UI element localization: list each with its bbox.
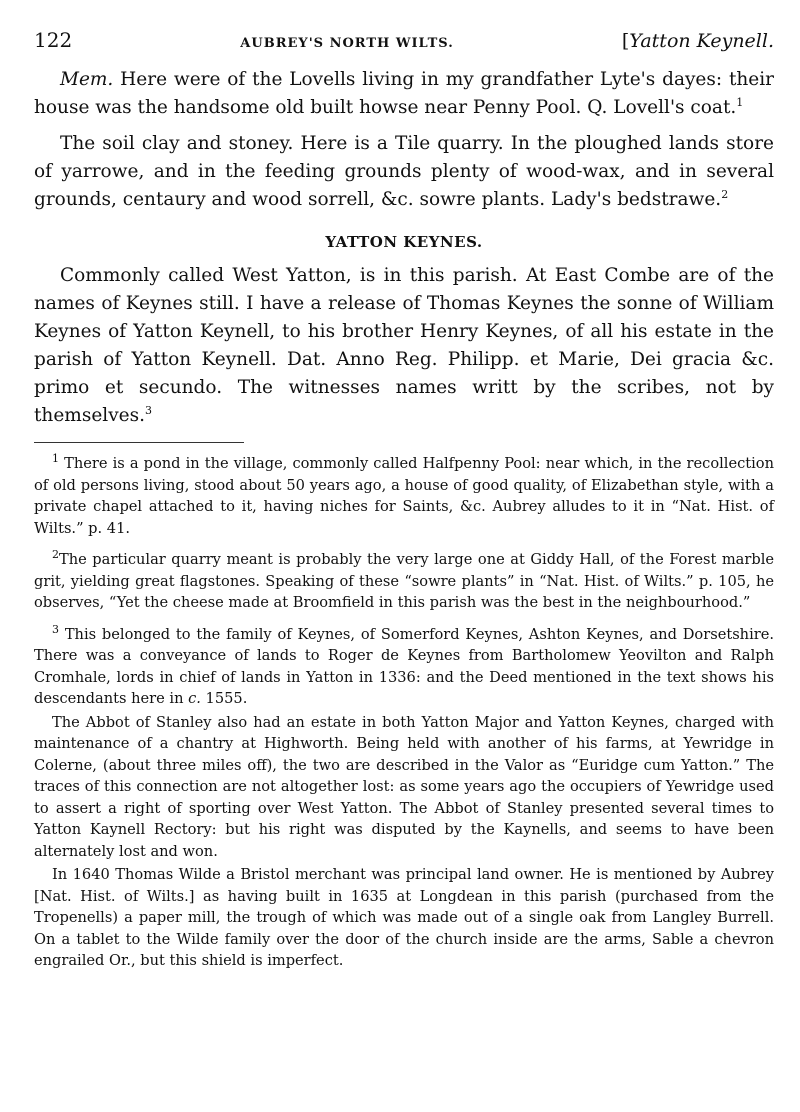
footnote-divider xyxy=(34,442,244,443)
footnote-1 xyxy=(34,453,774,539)
paragraph-text: The soil clay and stoney. Here is a Tile quarry. In the ploughed lands store of yarrowe, and in the feeding grounds plenty of wood-wax, and in several grounds, centaury and wood sorrell, &c. sowre plants. Lady's bedstrawe. xyxy=(34,133,774,210)
paragraph-text: Commonly called West Yatton, is in this parish. At East Combe are of the names of Keynes still. I have a release of Thomas Keynes the sonne of William Keynes of Yatton Keynell, to his brother Henry Keynes, of all his estate in the parish of Yatton Keynell. Dat. Anno Reg. Philipp. et Marie, Dei gracia &c. primo et secundo. The witnesses names writt by the scribes, not by themselves. xyxy=(34,265,774,426)
paragraph-soil xyxy=(34,130,774,214)
section-heading: YATTON KEYNES. xyxy=(325,233,483,251)
footnote-mark: 3 xyxy=(52,622,59,636)
memorandum-lead: Mem. xyxy=(60,69,114,90)
footnote-3-paragraph-3: In 1640 Thomas Wilde a Bristol merchant was principal land owner. He is mentioned by Aubrey [Nat. Hist. of Wilts.] as having built in 1635 at Longdean in this parish (purchased from the Tropenells) a paper mill, the trough of which was made out of a single oak from Langley Burrell. On a tablet to the Wilde family over the door of the church inside are the arms, Sable a chevron engrailed Or., but this shield is imperfect. xyxy=(34,866,774,969)
footnote-mark: 2 xyxy=(52,548,59,562)
section-bracket: [ xyxy=(621,30,630,52)
footnote-text: The particular quarry meant is probably the very large one at Giddy Hall, of the Forest marble grit, yielding great flagstones. Speaking of these “sowre plants” in “Nat. Hist. of Wilts.” p. 105, he observes, “Yet the cheese made at Broomfield in this parish was the best in the neighbourhood.” xyxy=(34,551,774,611)
section-title: Yatton Keynell. xyxy=(629,30,774,52)
main-text xyxy=(34,66,774,430)
running-header xyxy=(34,28,774,64)
footnote-text-tail: 1555. xyxy=(200,690,248,707)
footnote-ref: 1 xyxy=(736,95,744,109)
footnote-mark: 1 xyxy=(52,452,59,466)
page-number: 122 xyxy=(34,28,73,52)
footnote-italic: c. xyxy=(188,690,201,707)
footnote-2 xyxy=(34,549,774,614)
paragraph-text: Here were of the Lovells living in my grandfather Lyte's dayes: their house was the handsome old built howse near Penny Pool. Q. Lovell's coat. xyxy=(34,69,774,118)
footnote-3 xyxy=(34,624,774,710)
footnotes xyxy=(34,453,774,972)
footnote-ref: 2 xyxy=(721,187,729,201)
footnote-text: This belonged to the family of Keynes, of Somerford Keynes, Ashton Keynes, and Dorsetshire. There was a conveyance of lands to Roger de Keynes from Bartholomew Yeovilton and Ralph Cromhale, lords in chief of lands in Yatton in 1336: and the Deed mentioned in the text shows his descendants here in xyxy=(34,625,774,707)
paragraph-memorandum xyxy=(34,66,774,122)
footnote-3-paragraph-2: The Abbot of Stanley also had an estate in both Yatton Major and Yatton Keynes, charged with maintenance of a chantry at Highworth. Being held with another of his farms, at Yewridge in Colerne, (about three miles off), the two are described in the Valor as “Euridge cum Yatton.” The traces of this connection are not altogether lost: as some years ago the occupiers of Yewridge used to assert a right of sporting over West Yatton. The Abbot of Stanley presented several times to Yatton Kaynell Rectory: but his right was disputed by the Kaynells, and seems to have been alternately lost and won. xyxy=(34,713,774,860)
footnote-ref: 3 xyxy=(144,403,152,417)
section-reference xyxy=(622,30,774,52)
paragraph-yatton-keynes xyxy=(34,262,774,430)
footnote-text: There is a pond in the village, commonly called Halfpenny Pool: near which, in the recollection of old persons living, stood about 50 years ago, a house of good quality, of Elizabethan style, with a private chapel attached to it, having niches for Saints, &c. Aubrey alludes to it in “Nat. Hist. of Wilts.” p. 41. xyxy=(34,455,774,537)
book-title: AUBREY'S NORTH WILTS. xyxy=(240,36,454,51)
